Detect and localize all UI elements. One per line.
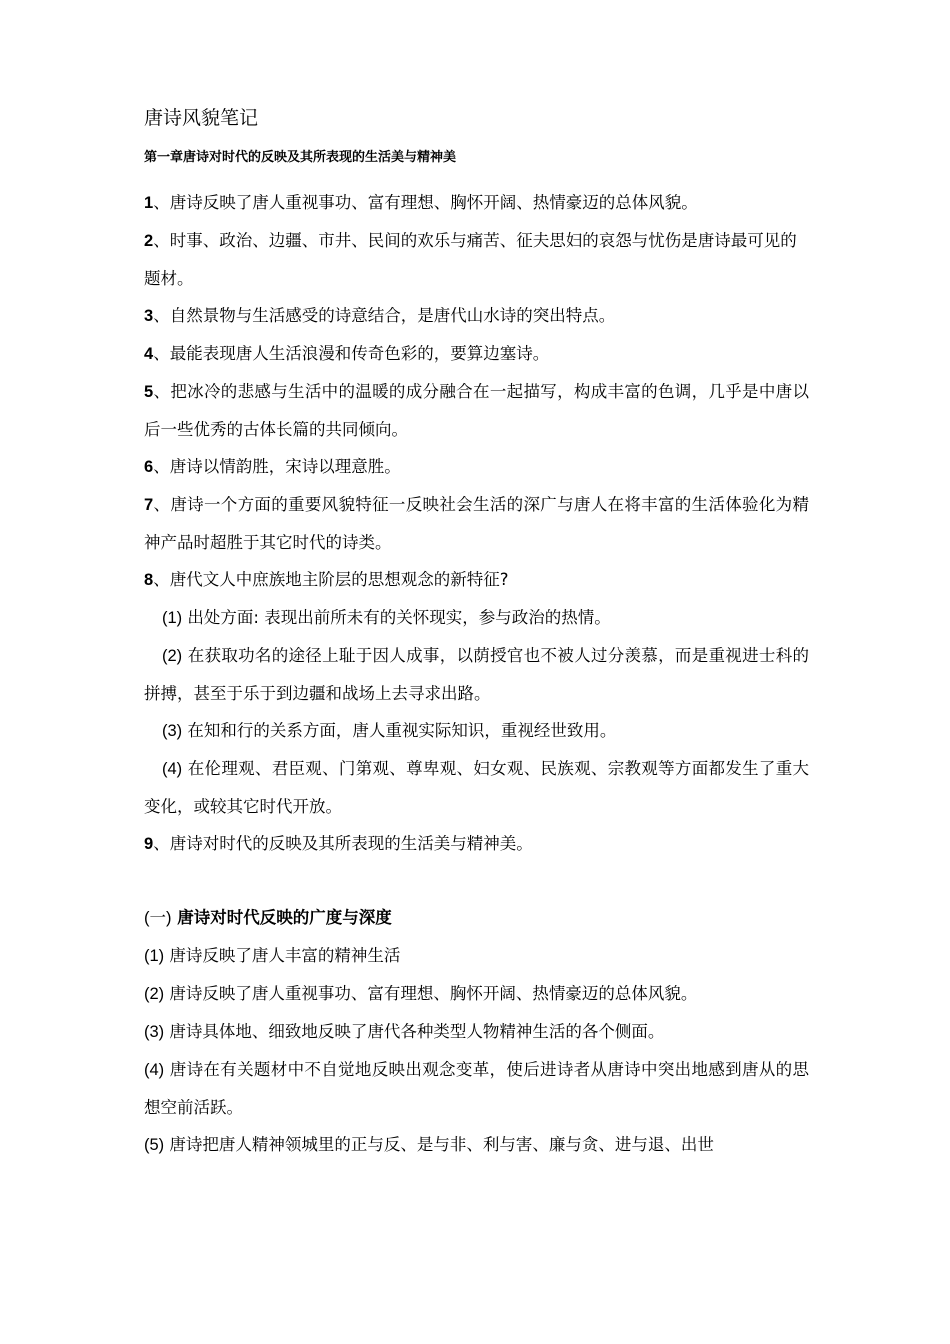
item-text: 、唐代文人中庶族地主阶层的思想观念的新特征? — [153, 570, 509, 589]
item-text: 、时事、政治、边疆、市井、民间的欢乐与痛苦、征夫思妇的哀怨与忧伤是唐诗最可见的 — [153, 231, 797, 250]
item-number: 9 — [144, 835, 154, 853]
point-text: 唐诗具体地、细致地反映了唐代各种类型人物精神生活的各个侧面。 — [164, 1022, 665, 1041]
list-item — [144, 561, 809, 599]
point-number: (2) — [144, 985, 165, 1003]
section-prefix: (一) — [144, 909, 172, 927]
list-item — [144, 222, 804, 260]
item-number: 5 — [144, 383, 154, 401]
list-item — [144, 184, 809, 222]
item-number: 1 — [144, 194, 154, 212]
item-text: 、自然景物与生活感受的诗意结合，是唐代山水诗的突出特点。 — [153, 306, 616, 325]
list-item — [144, 297, 809, 335]
section-title: 唐诗对时代反映的广度与深度 — [171, 908, 392, 927]
sub-item-number: (3) — [162, 722, 183, 740]
point-text: 唐诗在有关题材中不自觉地反映出观念变革，使后进诗者从唐诗中突出地感到唐从的思想空前活跃。 — [144, 1060, 809, 1117]
point-number: (5) — [144, 1136, 165, 1154]
item-number: 3 — [144, 307, 154, 325]
item-number: 8 — [144, 571, 154, 589]
document-title: 唐诗风貌笔记 — [144, 107, 259, 129]
item-text: 题材。 — [144, 269, 194, 288]
sub-item — [144, 712, 809, 750]
item-text: 、唐诗一个方面的重要风貌特征一反映社会生活的深广与唐人在将丰富的生活体验化为精神产品时超胜于其它时代的诗类。 — [144, 495, 809, 552]
sub-item-text: 在知和行的关系方面，唐人重视实际知识，重视经世致用。 — [182, 721, 617, 740]
section-point — [144, 975, 809, 1013]
sub-item-number: (1) — [162, 609, 183, 627]
item-text: 、唐诗反映了唐人重视事功、富有理想、胸怀开阔、热情豪迈的总体风貌。 — [153, 193, 698, 212]
sub-item — [144, 599, 809, 637]
item-text: 、唐诗对时代的反映及其所表现的生活美与精神美。 — [153, 834, 533, 853]
list-item — [144, 260, 809, 297]
point-number: (4) — [144, 1061, 165, 1079]
point-text: 唐诗把唐人精神领城里的正与反、是与非、利与害、廉与贪、进与退、出世 — [164, 1135, 714, 1154]
sub-item-number: (4) — [162, 760, 183, 778]
sub-item-text: 在获取功名的途径上耻于因人成事，以荫授官也不被人过分羡慕，而是重视进士科的拼搏，甚至于乐于到边疆和战场上去寻求出路。 — [144, 646, 809, 703]
section-point — [144, 1126, 809, 1164]
item-number: 4 — [144, 345, 154, 363]
sub-item-text: 出处方面: 表现出前所未有的关怀现实，参与政治的热情。 — [182, 608, 611, 627]
sub-item — [144, 750, 809, 825]
point-text: 唐诗反映了唐人重视事功、富有理想、胸怀开阔、热情豪迈的总体风貌。 — [164, 984, 698, 1003]
list-item — [144, 335, 809, 373]
sub-item-text: 在伦理观、君臣观、门第观、尊卑观、妇女观、民族观、宗教观等方面都发生了重大变化，或较其它时代开放。 — [144, 759, 809, 816]
section-heading — [144, 899, 809, 937]
point-number: (3) — [144, 1023, 165, 1041]
chapter-heading: 第一章唐诗对时代的反映及其所表现的生活美与精神美 — [144, 150, 457, 165]
list-item — [144, 373, 809, 448]
sub-item — [144, 637, 809, 712]
list-item — [144, 448, 809, 486]
point-text: 唐诗反映了唐人丰富的精神生活 — [164, 946, 401, 965]
list-item — [144, 486, 809, 561]
document-content — [144, 100, 809, 1164]
section-point — [144, 1051, 809, 1126]
item-text: 、把冰冷的悲感与生活中的温暖的成分融合在一起描写，构成丰富的色调，几乎是中唐以后一些优秀的古体长篇的共同倾向。 — [144, 382, 809, 439]
section-point — [144, 1013, 809, 1051]
item-text: 、唐诗以情韵胜，宋诗以理意胜。 — [153, 457, 401, 476]
item-text: 、最能表现唐人生活浪漫和传奇色彩的，要算边塞诗。 — [153, 344, 550, 363]
item-number: 2 — [144, 232, 154, 250]
item-number: 7 — [144, 496, 154, 514]
item-number: 6 — [144, 458, 154, 476]
sub-item-number: (2) — [162, 647, 183, 665]
list-item — [144, 825, 809, 863]
point-number: (1) — [144, 947, 165, 965]
section-point — [144, 937, 809, 975]
